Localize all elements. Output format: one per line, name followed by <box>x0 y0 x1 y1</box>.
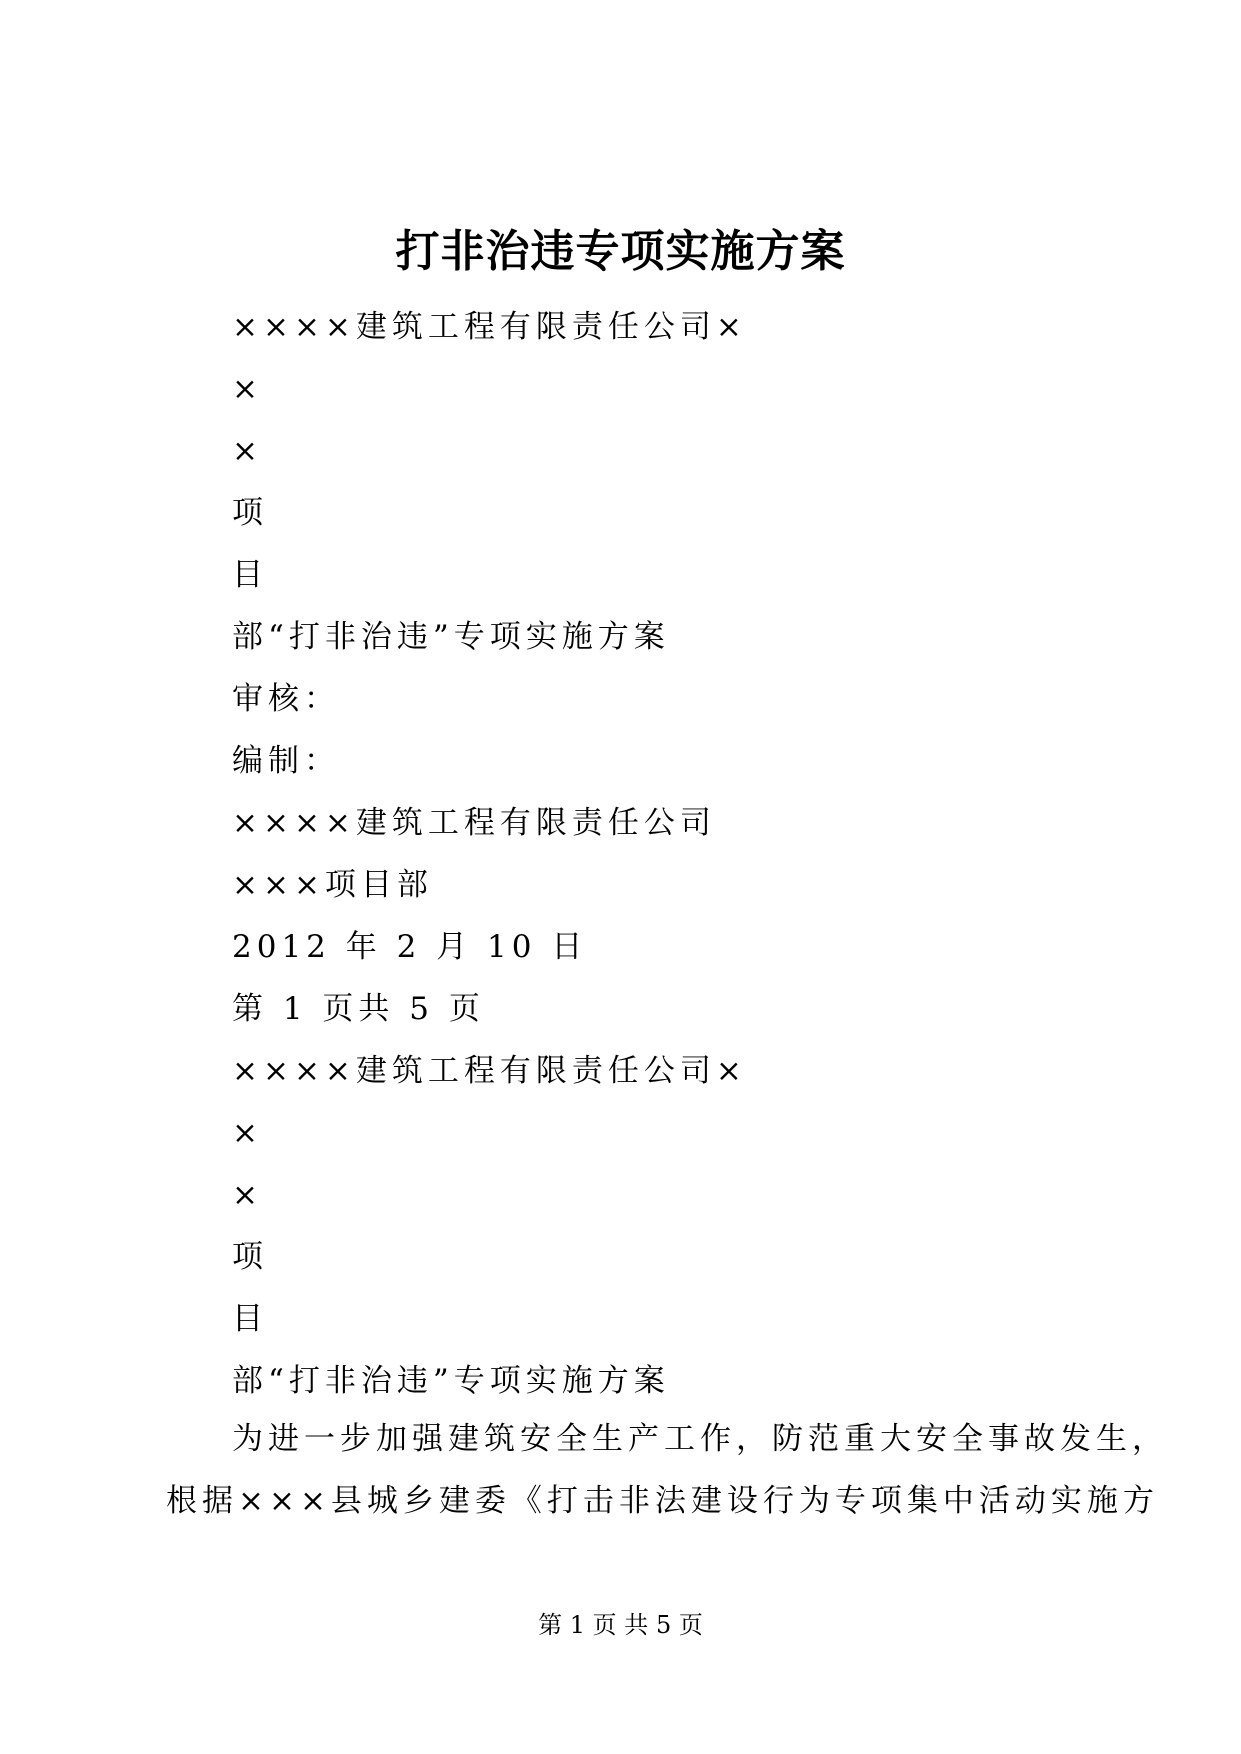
text-line: × <box>232 1177 263 1213</box>
text-line-company: ××××建筑工程有限责任公司 <box>232 805 716 841</box>
text-line: 项 <box>232 1239 268 1275</box>
text-line: × <box>232 433 263 469</box>
text-line-reviewer: 审核： <box>232 681 340 717</box>
text-line: × <box>232 1115 263 1151</box>
text-line: 项 <box>232 495 268 531</box>
text-line-department: ×××项目部 <box>232 867 433 903</box>
text-line: 目 <box>232 557 268 593</box>
paragraph-line: 为进一步加强建筑安全生产工作，防范重大安全事故发生， <box>232 1421 1168 1457</box>
document-lines <box>232 296 1132 1412</box>
document-title: 打非治违专项实施方案 <box>395 226 846 277</box>
text-line: ××××建筑工程有限责任公司× <box>232 1053 747 1089</box>
text-line: × <box>232 371 263 407</box>
text-line-author: 编制： <box>232 743 340 779</box>
page-footer: 第 1 页 共 5 页 <box>538 1611 703 1639</box>
text-line: 部“打非治违”专项实施方案 <box>232 619 670 655</box>
text-line: 目 <box>232 1301 268 1337</box>
text-line: 部“打非治违”专项实施方案 <box>232 1363 670 1399</box>
text-line-page-info: 第 1 页共 5 页 <box>232 991 485 1027</box>
paragraph-line: 根据×××县城乡建委《打击非法建设行为专项集中活动实施方 <box>166 1483 1159 1519</box>
text-line-date: 2012 年 2 月 10 日 <box>232 929 588 965</box>
text-line: ××××建筑工程有限责任公司× <box>232 309 747 345</box>
body-paragraph <box>166 1408 1168 1532</box>
